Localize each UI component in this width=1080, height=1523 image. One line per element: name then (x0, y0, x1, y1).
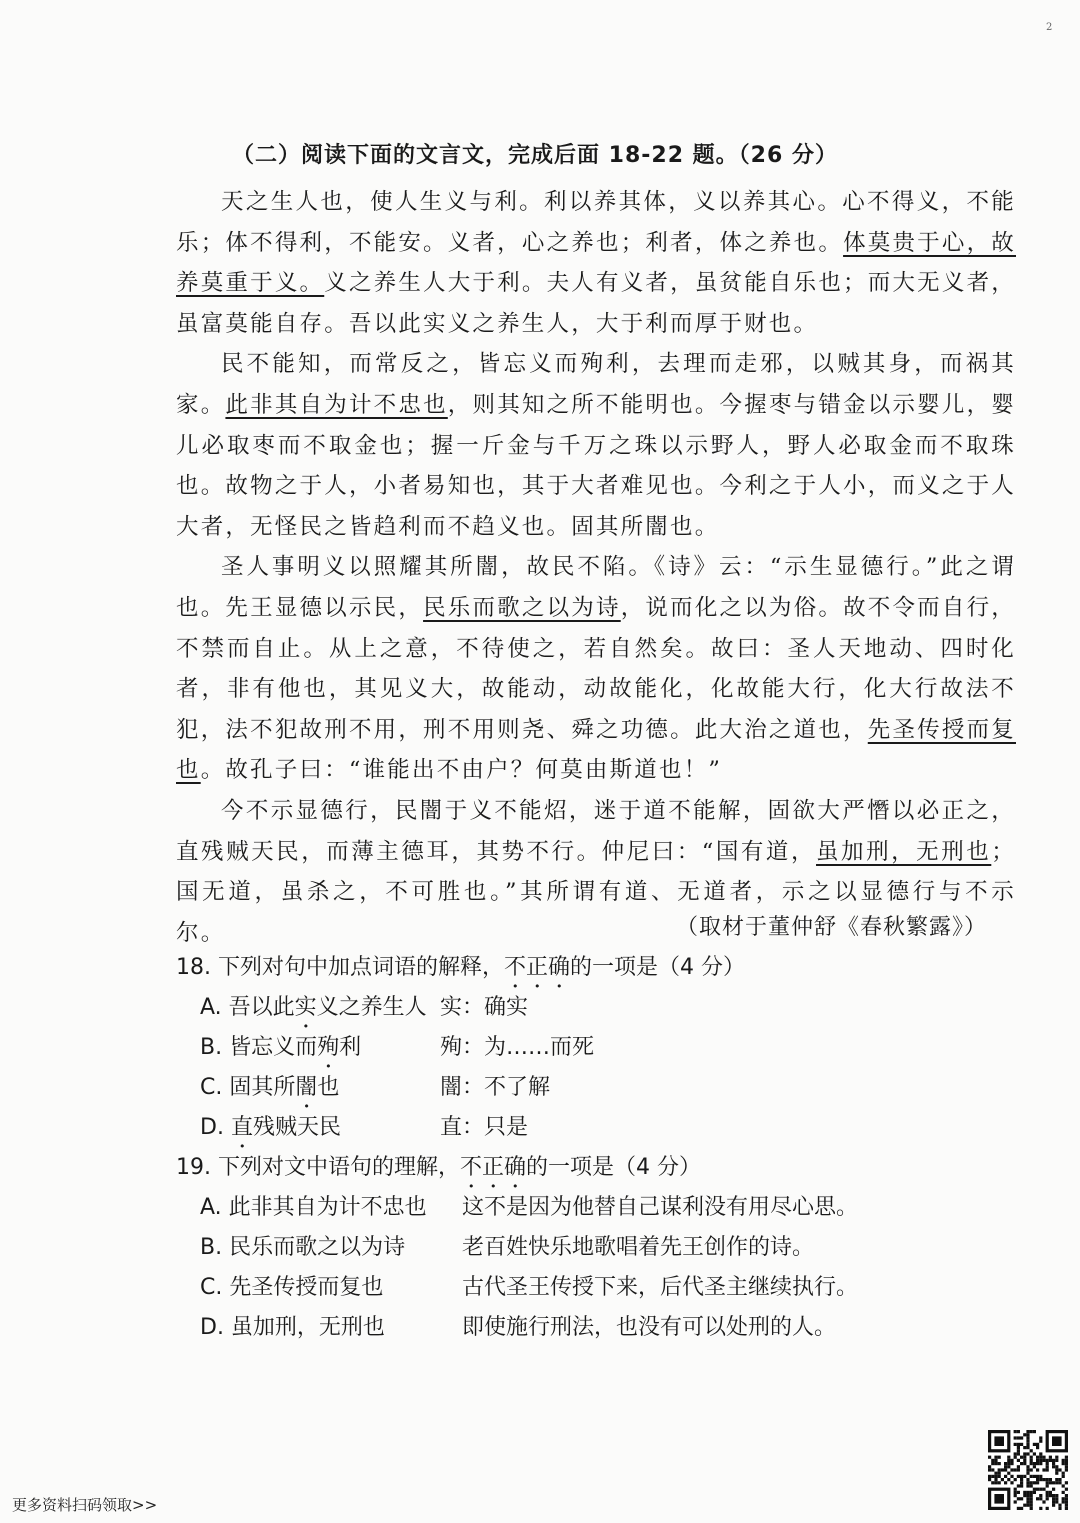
underlined-sentence: 民乐而歌之以为诗 (423, 594, 621, 621)
passage-text: 圣人事明义以照耀其所闇，故民不陷。《诗》云：“示生显德行。”此之谓也。先王显德以示民， (176, 554, 1016, 621)
underlined-sentence: 先圣传授而复也 (176, 716, 1016, 784)
q19-option-d: D. 虽加刑，无刑也 (200, 1315, 385, 1340)
footer-link[interactable]: 更多资料扫码领取>> (12, 1496, 158, 1514)
q19-option-a: A. 此非其自为计不忠也 (200, 1195, 427, 1220)
emphasis-text: 不正确 (503, 955, 570, 980)
passage-text: ；国无道，虽杀之，不可胜也。”其所谓有道、无道者，示之以显德行与不示尔。 (176, 838, 1016, 946)
underlined-sentence: 虽加刑，无刑也 (816, 838, 992, 865)
passage-text: 义之养生人大于利。夫人有义者，虽贫能自乐也；而大无义者，虽富莫能自存。吾以此实义之养生人，大于利而厚于财也。 (176, 270, 1016, 337)
q19-option-b: B. 民乐而歌之以为诗 (200, 1235, 406, 1260)
emphasis-text: 不正确 (459, 1155, 526, 1180)
q19-option-b-meaning: 老百姓快乐地歌唱着先王创作的诗。 (462, 1235, 815, 1260)
q18-option-d: D. 直残贼天民 (200, 1115, 341, 1140)
q18-option-c: C. 固其所闇也 (200, 1075, 340, 1100)
q19-option-d-meaning: 即使施行刑法，也没有可以处刑的人。 (462, 1315, 837, 1340)
passage-text: 今不示显德行，民闇于义不能炤，迷于道不能解，固欲大严憯以必正之，直残贼天民，而薄主德耳，其势不行。仲尼曰：“国有道， (176, 797, 1016, 865)
page-mark: 2 (1046, 22, 1053, 33)
passage-paragraph (176, 182, 1016, 344)
q18-option-a-gloss: 实：确实 (440, 995, 529, 1020)
q18-option-b: B. 皆忘义而殉利 (200, 1035, 362, 1060)
q19-option-c-meaning: 古代圣王传授下来，后代圣主继续执行。 (462, 1275, 859, 1300)
passage-text: 民不能知，而常反之，皆忘义而殉利，去理而走邪，以贼其身，而祸其家。 (176, 351, 1016, 418)
q18-option-a: A. 吾以此实义之养生人 (200, 995, 427, 1020)
q18-option-d-gloss: 直：只是 (440, 1115, 529, 1140)
source-citation: （取材于董仲舒《春秋繁露》） (676, 915, 988, 940)
underlined-sentence: 体莫贵于心，故养莫重于义。 (176, 229, 1016, 297)
passage-text: ，则其知之所不能明也。今握枣与错金以示婴儿，婴儿必取枣而不取金也；握一斤金与千万之珠以示野人，野人必取金而不取珠也。故物之于人，小者易知也，其于大者难见也。今利之于人小，而义之于人大者，无怪民之皆趋利而不趋义也。固其所闇也。 (176, 391, 1016, 540)
passage-paragraph (176, 344, 1016, 547)
passage-text: 天之生人也，使人生义与利。利以养其体，义以养其心。心不得义，不能乐；体不得利，不能安。义者，心之养也；利者，体之养也。 (176, 189, 1016, 256)
section-heading: （二）阅读下面的文言文，完成后面 18-22 题。（26 分） (232, 143, 838, 168)
question-18-stem: 18. 下列对句中加点词语的解释，不正确的一项是（4 分） (176, 955, 745, 980)
passage-text: 。故孔子曰：“谁能出不由户？何莫由斯道也！” (200, 757, 723, 784)
qr-code-icon[interactable] (988, 1430, 1068, 1510)
passage-paragraph (176, 547, 1016, 791)
q19-option-c: C. 先圣传授而复也 (200, 1275, 384, 1300)
passage-text: ，说而化之以为俗。故不令而自行，不禁而自止。从上之意，不待使之，若自然矣。故曰：圣人天地动、四时化者，非有他也，其见义大，故能动，动故能化，化故能大行，化大行故法不犯，法不犯故刑不用，刑不用则尧、舜之功德。此大治之道也， (176, 594, 1016, 743)
q19-option-a-meaning: 这不是因为他替自己谋利没有用尽心思。 (462, 1195, 859, 1220)
question-19-stem: 19. 下列对文中语句的理解，不正确的一项是（4 分） (176, 1155, 701, 1180)
passage (176, 182, 1016, 953)
underlined-sentence: 此非其自为计不忠也 (225, 391, 448, 418)
q18-option-c-gloss: 闇：不了解 (440, 1075, 551, 1100)
q18-option-b-gloss: 殉：为……而死 (440, 1035, 595, 1060)
